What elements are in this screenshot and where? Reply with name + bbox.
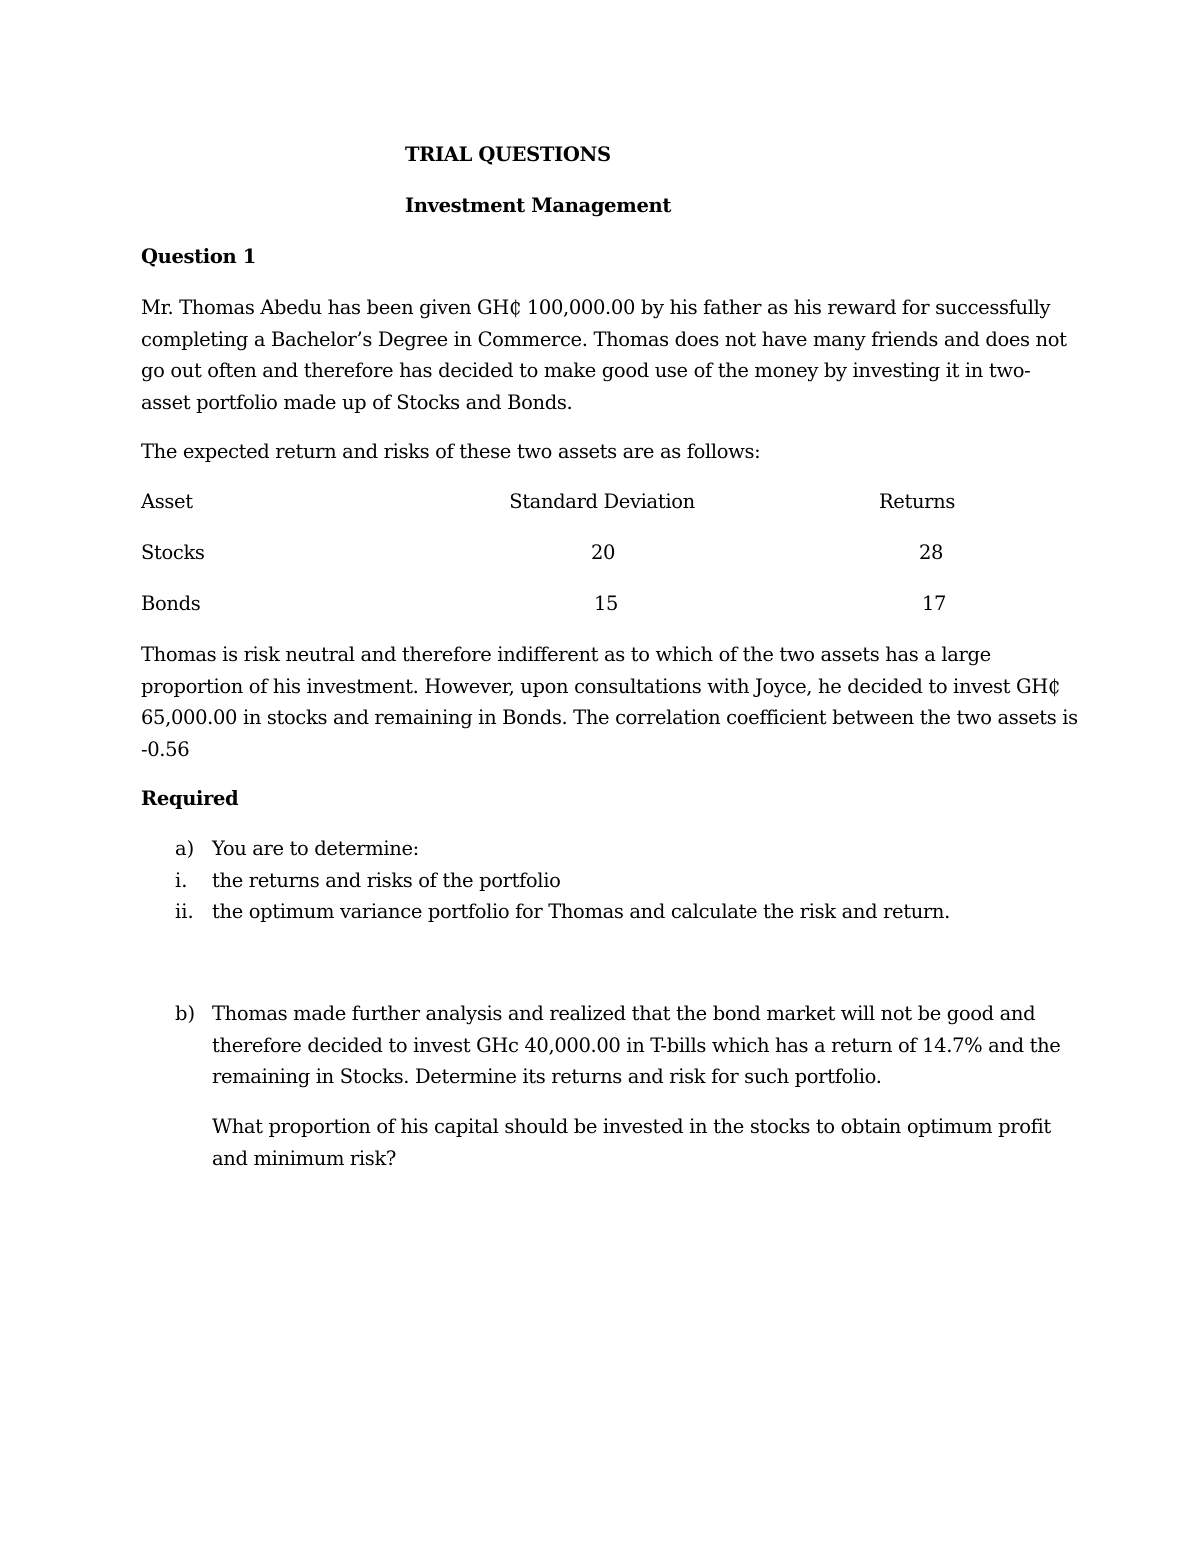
intro-line: go out often and therefore has decided to make good use of the money by investing it in two- — [141, 359, 1031, 382]
document-title: TRIAL QUESTIONS — [405, 143, 611, 166]
context-line: Thomas is risk neutral and therefore indifferent as to which of the two assets has a large — [141, 643, 991, 666]
table-intro: The expected return and risks of these two assets are as follows: — [141, 440, 761, 463]
part-b-question-line: and minimum risk? — [212, 1146, 397, 1170]
part-b-paragraph — [212, 998, 1061, 1093]
part-b-question-line: What proportion of his capital should be invested in the stocks to obtain optimum profit — [212, 1115, 1051, 1138]
question-heading: Question 1 — [141, 245, 257, 268]
context-line: -0.56 — [141, 737, 190, 761]
context-line: proportion of his investment. However, upon consultations with Joyce, he decided to invest GH₵ — [141, 674, 1060, 698]
subitem-text: the optimum variance portfolio for Thomas and calculate the risk and return. — [212, 900, 950, 923]
subitem-marker: i. — [175, 869, 188, 892]
intro-line: completing a Bachelor’s Degree in Commerce. Thomas does not have many friends and does not — [141, 327, 1067, 351]
table-header-asset: Asset — [141, 490, 193, 513]
intro-line: asset portfolio made up of Stocks and Bonds. — [141, 390, 573, 414]
document-subtitle: Investment Management — [405, 194, 671, 217]
table-cell-asset: Bonds — [141, 592, 201, 615]
part-b-line: therefore decided to invest GHc 40,000.00 in T-bills which has a return of 14.7% and the — [212, 1033, 1061, 1057]
table-cell-std-dev: 20 — [590, 541, 616, 564]
table-cell-asset: Stocks — [141, 541, 205, 564]
context-paragraph — [141, 639, 1078, 765]
table-cell-returns: 17 — [921, 592, 947, 615]
part-a-marker: a) — [175, 837, 195, 860]
subitem-text: the returns and risks of the portfolio — [212, 869, 561, 892]
table-header-returns: Returns — [878, 490, 956, 513]
table-cell-std-dev: 15 — [593, 592, 619, 615]
intro-line: Mr. Thomas Abedu has been given GH₵ 100,000.00 by his father as his reward for successfully — [141, 296, 1051, 319]
part-b-question — [212, 1111, 1051, 1174]
table-header-std-dev: Standard Deviation — [509, 490, 695, 513]
intro-paragraph — [141, 292, 1067, 418]
table-cell-returns: 28 — [918, 541, 944, 564]
context-line: 65,000.00 in stocks and remaining in Bonds. The correlation coefficient between the two assets is — [141, 706, 1078, 729]
part-a-text: You are to determine: — [212, 837, 419, 860]
subitem-marker: ii. — [175, 900, 194, 923]
part-b-marker: b) — [175, 1002, 196, 1025]
part-b-line: Thomas made further analysis and realized that the bond market will not be good and — [212, 1002, 1036, 1025]
required-heading: Required — [141, 787, 239, 810]
part-b-line: remaining in Stocks. Determine its returns and risk for such portfolio. — [212, 1065, 882, 1088]
